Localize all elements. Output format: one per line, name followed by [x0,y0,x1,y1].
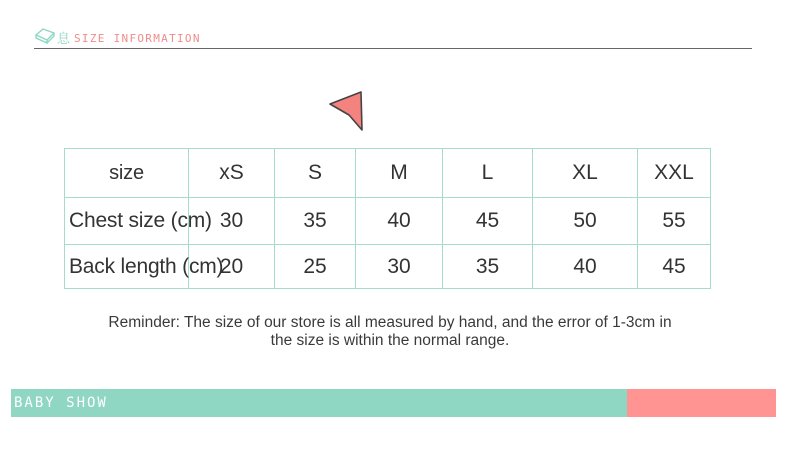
table-cell: 50 [533,198,638,245]
brand-footer-bar [11,389,776,417]
header-cell-l: L [443,149,533,198]
size-chart-table [64,148,711,289]
table-cell: 40 [356,198,443,245]
table-cell: 35 [443,245,533,289]
reminder-note [40,314,740,350]
table-cell: 45 [638,245,711,289]
table-cell: 25 [275,245,356,289]
size-information-header [34,26,752,49]
table-header-row [65,149,711,198]
table-cell: 40 [533,245,638,289]
row-label-back: Back length (cm) [65,245,189,289]
reminder-line-2: the size is within the normal range. [270,332,510,349]
brand-name: BABY SHOW [14,395,108,411]
table-row-back [65,245,711,289]
table-row-chest [65,198,711,245]
section-title: SIZE INFORMATION [74,32,201,45]
notebook-cloud-icon [34,26,56,44]
table-cell: 35 [275,198,356,245]
header-cell-s: S [275,149,356,198]
table-cell: 30 [356,245,443,289]
header-cell-m: M [356,149,443,198]
table-cell: 45 [443,198,533,245]
header-cell-size: size [65,149,189,198]
header-cell-xxl: XXL [638,149,711,198]
footer-pink-bar [627,389,776,417]
logo-character: 息 [57,32,71,47]
table-cell: 55 [638,198,711,245]
table-cell: 20 [189,245,275,289]
row-label-chest: Chest size (cm) [65,198,189,245]
table-cell: 30 [189,198,275,245]
reminder-line-1: Reminder: The size of our store is all measured by hand, and the error of 1-3cm in [108,314,672,331]
header-cell-xs: xS [189,149,275,198]
pink-arrow-icon [328,88,366,134]
header-cell-xl: XL [533,149,638,198]
